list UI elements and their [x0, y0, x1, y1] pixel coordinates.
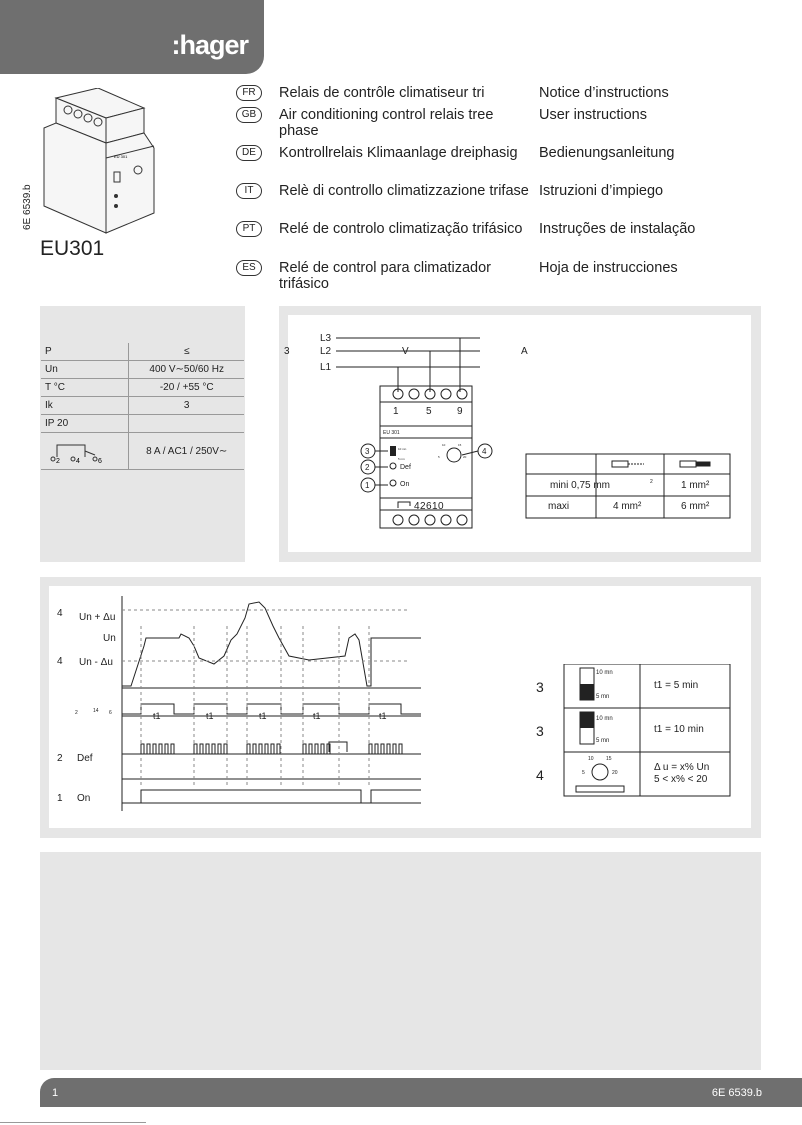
setting-value: t1 = 10 min — [654, 724, 704, 735]
contact-mark: 2 — [75, 710, 78, 716]
lang-title: Relè di controllo climatizzazione trifase — [279, 183, 529, 199]
pot-mark: 5 — [438, 455, 440, 459]
spec-label: P — [41, 343, 129, 361]
t1-label: t1 — [259, 711, 267, 721]
cable-rigid: 6 mm² — [681, 501, 710, 512]
product-illustration — [36, 88, 166, 238]
switch-label: 5 mn — [398, 457, 405, 461]
spec-label: IP 20 — [41, 415, 129, 433]
lang-title: Relé de control para climatizador trifásico — [279, 260, 491, 292]
cable-rigid: 1 mm² — [681, 480, 710, 491]
spec-row — [41, 361, 244, 379]
cable-flexible: 4 mm² — [613, 501, 642, 512]
def-pulse — [224, 744, 227, 754]
line-label: L1 — [320, 362, 332, 373]
cable-end-icons — [612, 461, 710, 467]
contact-symbol — [41, 433, 129, 470]
def-pulse — [165, 744, 168, 754]
def-pulse — [200, 744, 203, 754]
lang-title: Relé de controlo climatização trifásico — [279, 221, 523, 237]
t1-label: t1 — [153, 711, 161, 721]
def-pulse — [387, 744, 390, 754]
switch-label: 10 mn — [398, 447, 407, 451]
lang-code: GB — [236, 107, 262, 123]
def-pulse — [153, 744, 156, 754]
lang-row-de — [236, 145, 796, 181]
def-pulse — [393, 744, 396, 754]
terminal-label: 2 — [420, 501, 426, 512]
page-number: 1 — [52, 1087, 59, 1099]
def-pulse — [218, 744, 221, 754]
cable-label: mini 0,75 mm — [550, 480, 611, 491]
def-pulses — [141, 744, 402, 754]
lang-row-fr — [236, 85, 796, 107]
switch-block — [390, 446, 396, 456]
def-pulse — [206, 744, 209, 754]
def-pulse — [259, 744, 262, 754]
spec-value: 3 — [129, 397, 244, 415]
switch-position-5 — [580, 684, 594, 700]
t1-label: t1 — [379, 711, 387, 721]
spec-row — [41, 433, 244, 470]
pot-mark: 10 — [442, 443, 446, 447]
def-pulse — [141, 744, 144, 754]
lang-row-gb — [236, 107, 796, 143]
def-pulse — [315, 744, 318, 754]
pot-mark: 5 — [582, 770, 585, 776]
def-pulse — [159, 744, 162, 754]
timing-num: 4 — [57, 608, 63, 619]
side-label: 3 — [284, 346, 290, 357]
pot-mark: 20 — [463, 455, 467, 459]
footer-bar — [40, 1078, 802, 1107]
spec-label: T °C — [41, 379, 129, 397]
terminal-label: 5 — [426, 406, 432, 417]
spec-value: ≤ — [129, 343, 244, 361]
def-pulse — [309, 744, 312, 754]
switch-position-10 — [580, 712, 594, 728]
contact-terminal: 6 — [98, 457, 102, 465]
lang-instructions: Bedienungsanleitung — [539, 145, 675, 161]
timing-num: 4 — [57, 656, 63, 667]
switch-label: 5 mn — [596, 694, 610, 700]
terminal-label: 0 — [438, 501, 444, 512]
lang-instructions: Hoja de instrucciones — [539, 260, 678, 276]
def-pulse — [171, 744, 174, 754]
callout-number: 1 — [365, 481, 370, 490]
setting-value: Δ u = x% Un — [654, 762, 710, 773]
def-pulse — [271, 744, 274, 754]
timing-label: Un - Δu — [79, 657, 113, 668]
settings-num: 4 — [536, 767, 544, 783]
callout-number: 2 — [365, 463, 370, 472]
def-pulse — [247, 744, 250, 754]
settings-num: 3 — [536, 679, 544, 695]
doc-code-vertical: 6E 6539.b — [22, 184, 33, 230]
timing-label: Un — [103, 633, 116, 644]
t1-label: t1 — [313, 711, 321, 721]
lang-code: PT — [236, 221, 262, 237]
def-pulse — [253, 744, 256, 754]
spec-value: -20 / +55 °C — [129, 379, 244, 397]
lang-title: Kontrollrelais Klimaanlage dreiphasig — [279, 145, 518, 161]
on-label: On — [400, 481, 410, 488]
terminal-label: 1 — [393, 406, 399, 417]
spec-row — [41, 397, 244, 415]
def-pulse — [147, 744, 150, 754]
pot-mark: 15 — [458, 443, 462, 447]
def-pulse — [369, 744, 372, 754]
pot-mark: 15 — [606, 756, 612, 762]
spec-row — [41, 379, 244, 397]
def-pulse — [375, 744, 378, 754]
contact-mark: 6 — [109, 710, 112, 716]
settings-num: 3 — [536, 723, 544, 739]
spec-label: Un — [41, 361, 129, 379]
contact-rating: 8 A / AC1 / 250V∼ — [129, 433, 244, 470]
specs-table — [41, 343, 244, 470]
timing-num: 2 — [57, 753, 63, 764]
timing-label: Un + Δu — [79, 612, 116, 623]
svg-text:EU 301: EU 301 — [114, 154, 128, 159]
lang-instructions: Instruções de instalação — [539, 221, 696, 237]
spec-row — [41, 343, 244, 361]
callout-number: 4 — [482, 447, 487, 456]
setting-value: 5 < x% < 20 — [654, 774, 708, 785]
lang-code: IT — [236, 183, 262, 199]
def-pulse — [277, 744, 280, 754]
callout-number: 3 — [365, 447, 370, 456]
spec-value: 400 V∼50/60 Hz — [129, 361, 244, 379]
terminal-label: 1 — [432, 501, 438, 512]
spec-label: Ik — [41, 397, 129, 415]
contact-mark: 14 — [93, 708, 99, 714]
bottom-rule — [0, 1122, 146, 1123]
switch-label: 10 mn — [596, 670, 613, 676]
cable-label: maxi — [548, 501, 570, 512]
lang-row-it — [236, 183, 796, 219]
spec-value — [129, 415, 244, 433]
cable-sup: 2 — [650, 479, 653, 485]
lang-row-es — [236, 260, 796, 296]
timing-num: 1 — [57, 793, 63, 804]
wiring-diagram — [280, 320, 760, 560]
def-label: Def — [400, 464, 411, 471]
pot-mark: 20 — [612, 770, 618, 776]
footer-doc-code: 6E 6539.b — [711, 1087, 762, 1099]
def-pulse — [194, 744, 197, 754]
contact-icon — [45, 435, 105, 465]
contact-terminal: 2 — [56, 457, 60, 465]
t1-label: t1 — [206, 711, 214, 721]
side-label: A — [521, 346, 528, 357]
lang-code: ES — [236, 260, 262, 276]
lang-code: FR — [236, 85, 262, 101]
line-label: L2 — [320, 346, 332, 357]
lang-instructions: Notice d’instructions — [539, 85, 669, 101]
terminal-label: 9 — [457, 406, 463, 417]
contact-terminal: 4 — [76, 457, 80, 465]
on-label: On — [77, 793, 91, 804]
lang-instructions: Istruzioni d’impiego — [539, 183, 664, 199]
lang-title: Air conditioning control relais tree phase — [279, 107, 494, 139]
spec-row — [41, 415, 244, 433]
terminal-label: 4 — [414, 501, 420, 512]
blank-panel — [40, 852, 761, 1070]
def-pulse — [381, 744, 384, 754]
line-label: L3 — [320, 333, 332, 344]
setting-value: t1 = 5 min — [654, 680, 699, 691]
lang-row-pt — [236, 221, 796, 257]
def-pulse — [321, 744, 324, 754]
switch-label: 5 mn — [596, 738, 610, 744]
pot-mark: 10 — [588, 756, 594, 762]
def-pulse — [212, 744, 215, 754]
settings-table — [530, 664, 735, 800]
lang-instructions: User instructions — [539, 107, 647, 123]
switch-label: 10 mn — [596, 716, 613, 722]
brand-header — [0, 0, 264, 74]
def-pulse — [303, 744, 306, 754]
hager-logo: :hager — [171, 30, 248, 60]
model-label: EU301 — [40, 237, 105, 260]
lang-title: Relais de contrôle climatiseur tri — [279, 85, 485, 101]
def-pulse — [265, 744, 268, 754]
voltage-label: V — [402, 346, 409, 357]
def-pulse — [399, 744, 402, 754]
lang-code: DE — [236, 145, 262, 161]
terminal-label: 6 — [426, 501, 432, 512]
def-label: Def — [77, 753, 93, 764]
device-label: EU 301 — [383, 430, 400, 436]
